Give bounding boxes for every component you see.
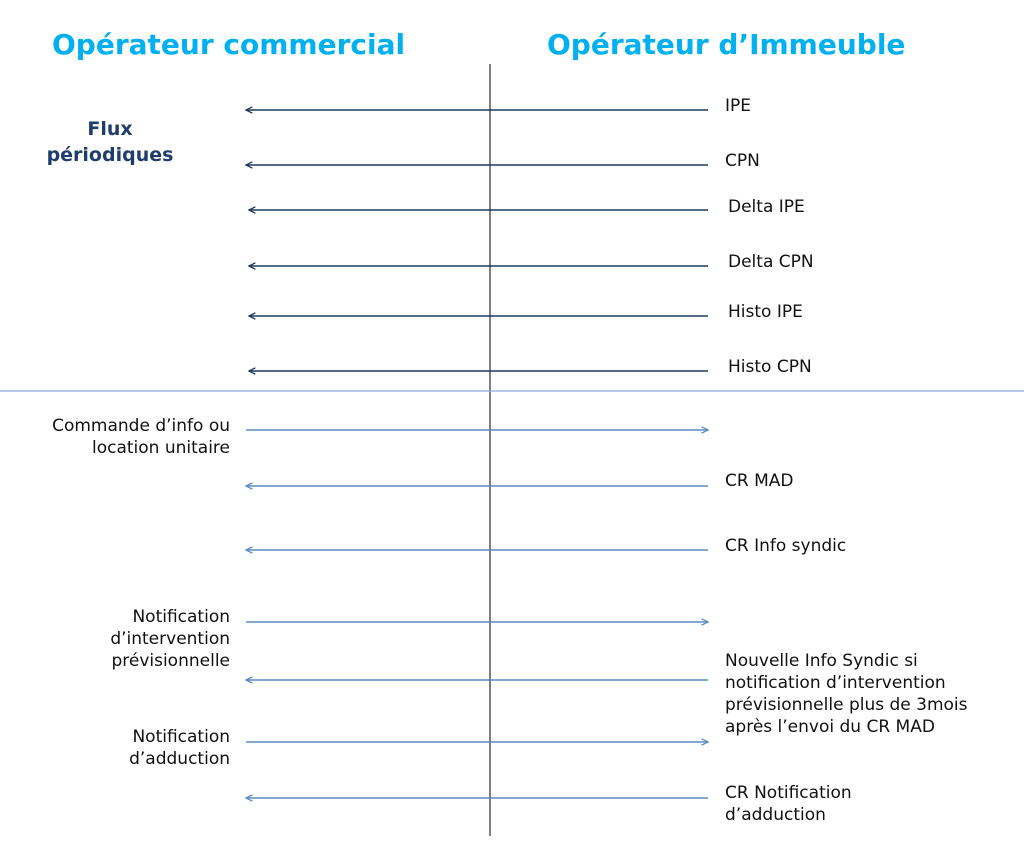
flow-label-line: prévisionnelle plus de 3mois: [725, 695, 968, 715]
flow-label-line: d’intervention: [110, 629, 230, 649]
flow-label-periodic: Histo IPE: [728, 302, 803, 322]
flow-label-line: d’adduction: [129, 749, 230, 769]
flow-label-periodic: IPE: [725, 96, 752, 116]
flow-label-immeuble: [725, 782, 852, 826]
header-operateur-commercial: Opérateur commercial: [52, 28, 406, 61]
header-operateur-immeuble: Opérateur d’Immeuble: [547, 28, 906, 61]
flow-label-line: prévisionnelle: [111, 651, 230, 671]
flow-label-line: CR Info syndic: [725, 536, 847, 556]
section-label-line: Flux: [87, 118, 133, 140]
flow-label-line: location unitaire: [91, 438, 230, 458]
flow-label-immeuble: [725, 650, 968, 738]
flow-label-line: Notification: [132, 727, 230, 747]
flow-label-immeuble: [725, 470, 793, 492]
flow-label-commercial: [110, 606, 230, 672]
section-label-line: périodiques: [46, 144, 174, 166]
flow-label-commercial: [129, 726, 230, 770]
flow-label-periodic: Delta IPE: [728, 197, 805, 217]
flow-label-line: d’adduction: [725, 805, 826, 825]
flow-label-line: Commande d’info ou: [52, 416, 230, 436]
flow-label-commercial: [52, 415, 230, 459]
flow-label-periodic: Histo CPN: [728, 357, 812, 377]
flow-label-periodic: Delta CPN: [728, 252, 814, 272]
flow-label-line: Nouvelle Info Syndic si: [725, 651, 918, 671]
flow-label-immeuble: [725, 535, 846, 557]
flow-label-line: notification d’intervention: [725, 673, 946, 693]
flow-label-periodic: CPN: [725, 151, 760, 171]
flow-label-line: Notification: [132, 607, 230, 627]
flow-label-line: CR MAD: [725, 471, 794, 491]
flow-label-line: après l’envoi du CR MAD: [725, 717, 935, 737]
flow-label-line: CR Notification: [725, 783, 852, 803]
